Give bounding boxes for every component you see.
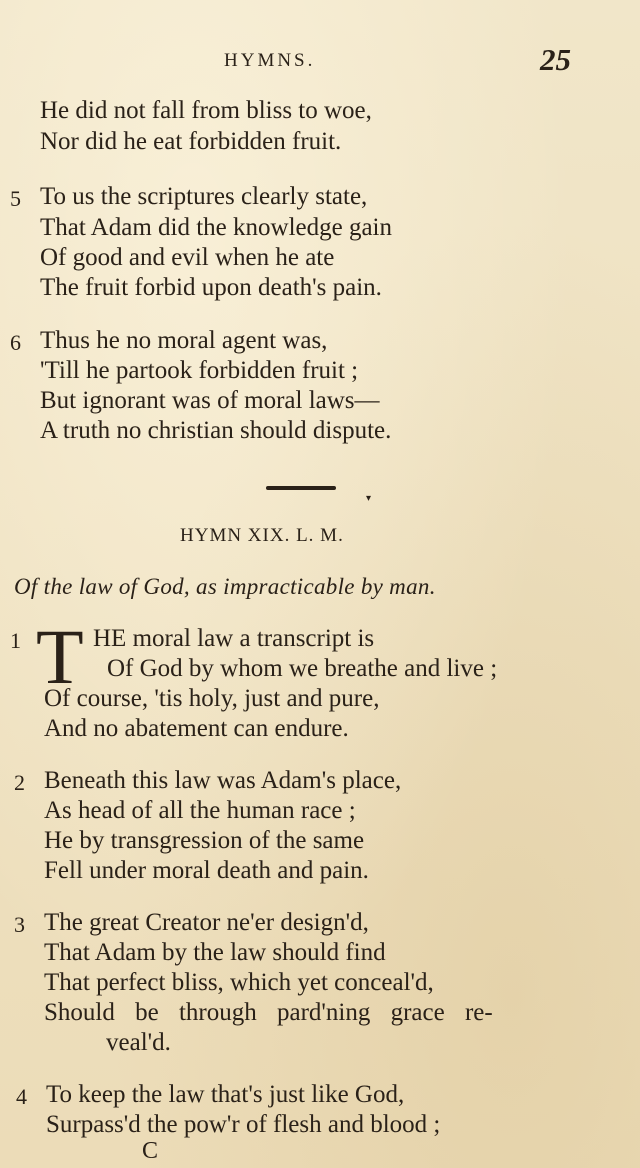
verse-line: The fruit forbid upon death's pain. [40, 274, 382, 301]
stanza-number: 3 [14, 912, 25, 937]
verse-line: Should be through pard'ning grace re- [44, 999, 493, 1026]
verse-line: HE moral law a transcript is [93, 625, 375, 652]
drop-cap: T [36, 613, 84, 700]
running-title: HYMNS. [224, 50, 316, 71]
stanza-number: 2 [14, 770, 25, 795]
verse-line: Of course, 'tis holy, just and pure, [44, 685, 380, 712]
verse-line: Thus he no moral agent was, [40, 327, 328, 354]
verse-line: Of good and evil when he ate [40, 244, 335, 271]
ornament-mark: ▾ [366, 493, 372, 504]
verse-line: Fell under moral death and pain. [44, 857, 369, 884]
stanza-number: 1 [10, 628, 21, 653]
signature-mark: C [142, 1138, 159, 1164]
verse-line: As head of all the human race ; [44, 797, 356, 824]
verse-line: 'Till he partook forbidden fruit ; [40, 357, 359, 384]
verse-line: The great Creator ne'er design'd, [44, 909, 369, 936]
verse-line: He by transgression of the same [44, 827, 365, 854]
page-number: 25 [540, 42, 571, 77]
stanza-number: 5 [10, 186, 21, 211]
verse-line: veal'd. [106, 1029, 171, 1056]
verse-line: He did not fall from bliss to woe, [40, 97, 372, 124]
verse-line: Nor did he eat forbidden fruit. [40, 128, 342, 155]
hymn-subtitle: Of the law of God, as impracticable by man. [14, 574, 436, 599]
verse-line: That perfect bliss, which yet conceal'd, [44, 969, 434, 996]
verse-line: To keep the law that's just like God, [46, 1081, 405, 1108]
running-head [0, 42, 640, 77]
stanza-number: 4 [16, 1084, 27, 1109]
verse-line: Of God by whom we breathe and live ; [107, 655, 498, 682]
verse-line: Surpass'd the pow'r of flesh and blood ; [46, 1111, 441, 1138]
ornament-rule [266, 486, 336, 490]
verse-line: To us the scriptures clearly state, [40, 183, 368, 210]
verse-line: But ignorant was of moral laws— [40, 387, 380, 414]
verse-line: And no abatement can endure. [44, 715, 349, 742]
stanza-number: 6 [10, 330, 21, 355]
verse-line: That Adam by the law should find [44, 939, 386, 966]
hymn-heading: HYMN XIX. L. M. [180, 525, 344, 546]
verse-line: That Adam did the knowledge gain [40, 214, 393, 241]
verse-line: Beneath this law was Adam's place, [44, 767, 402, 794]
verse-line: A truth no christian should dispute. [40, 417, 392, 444]
